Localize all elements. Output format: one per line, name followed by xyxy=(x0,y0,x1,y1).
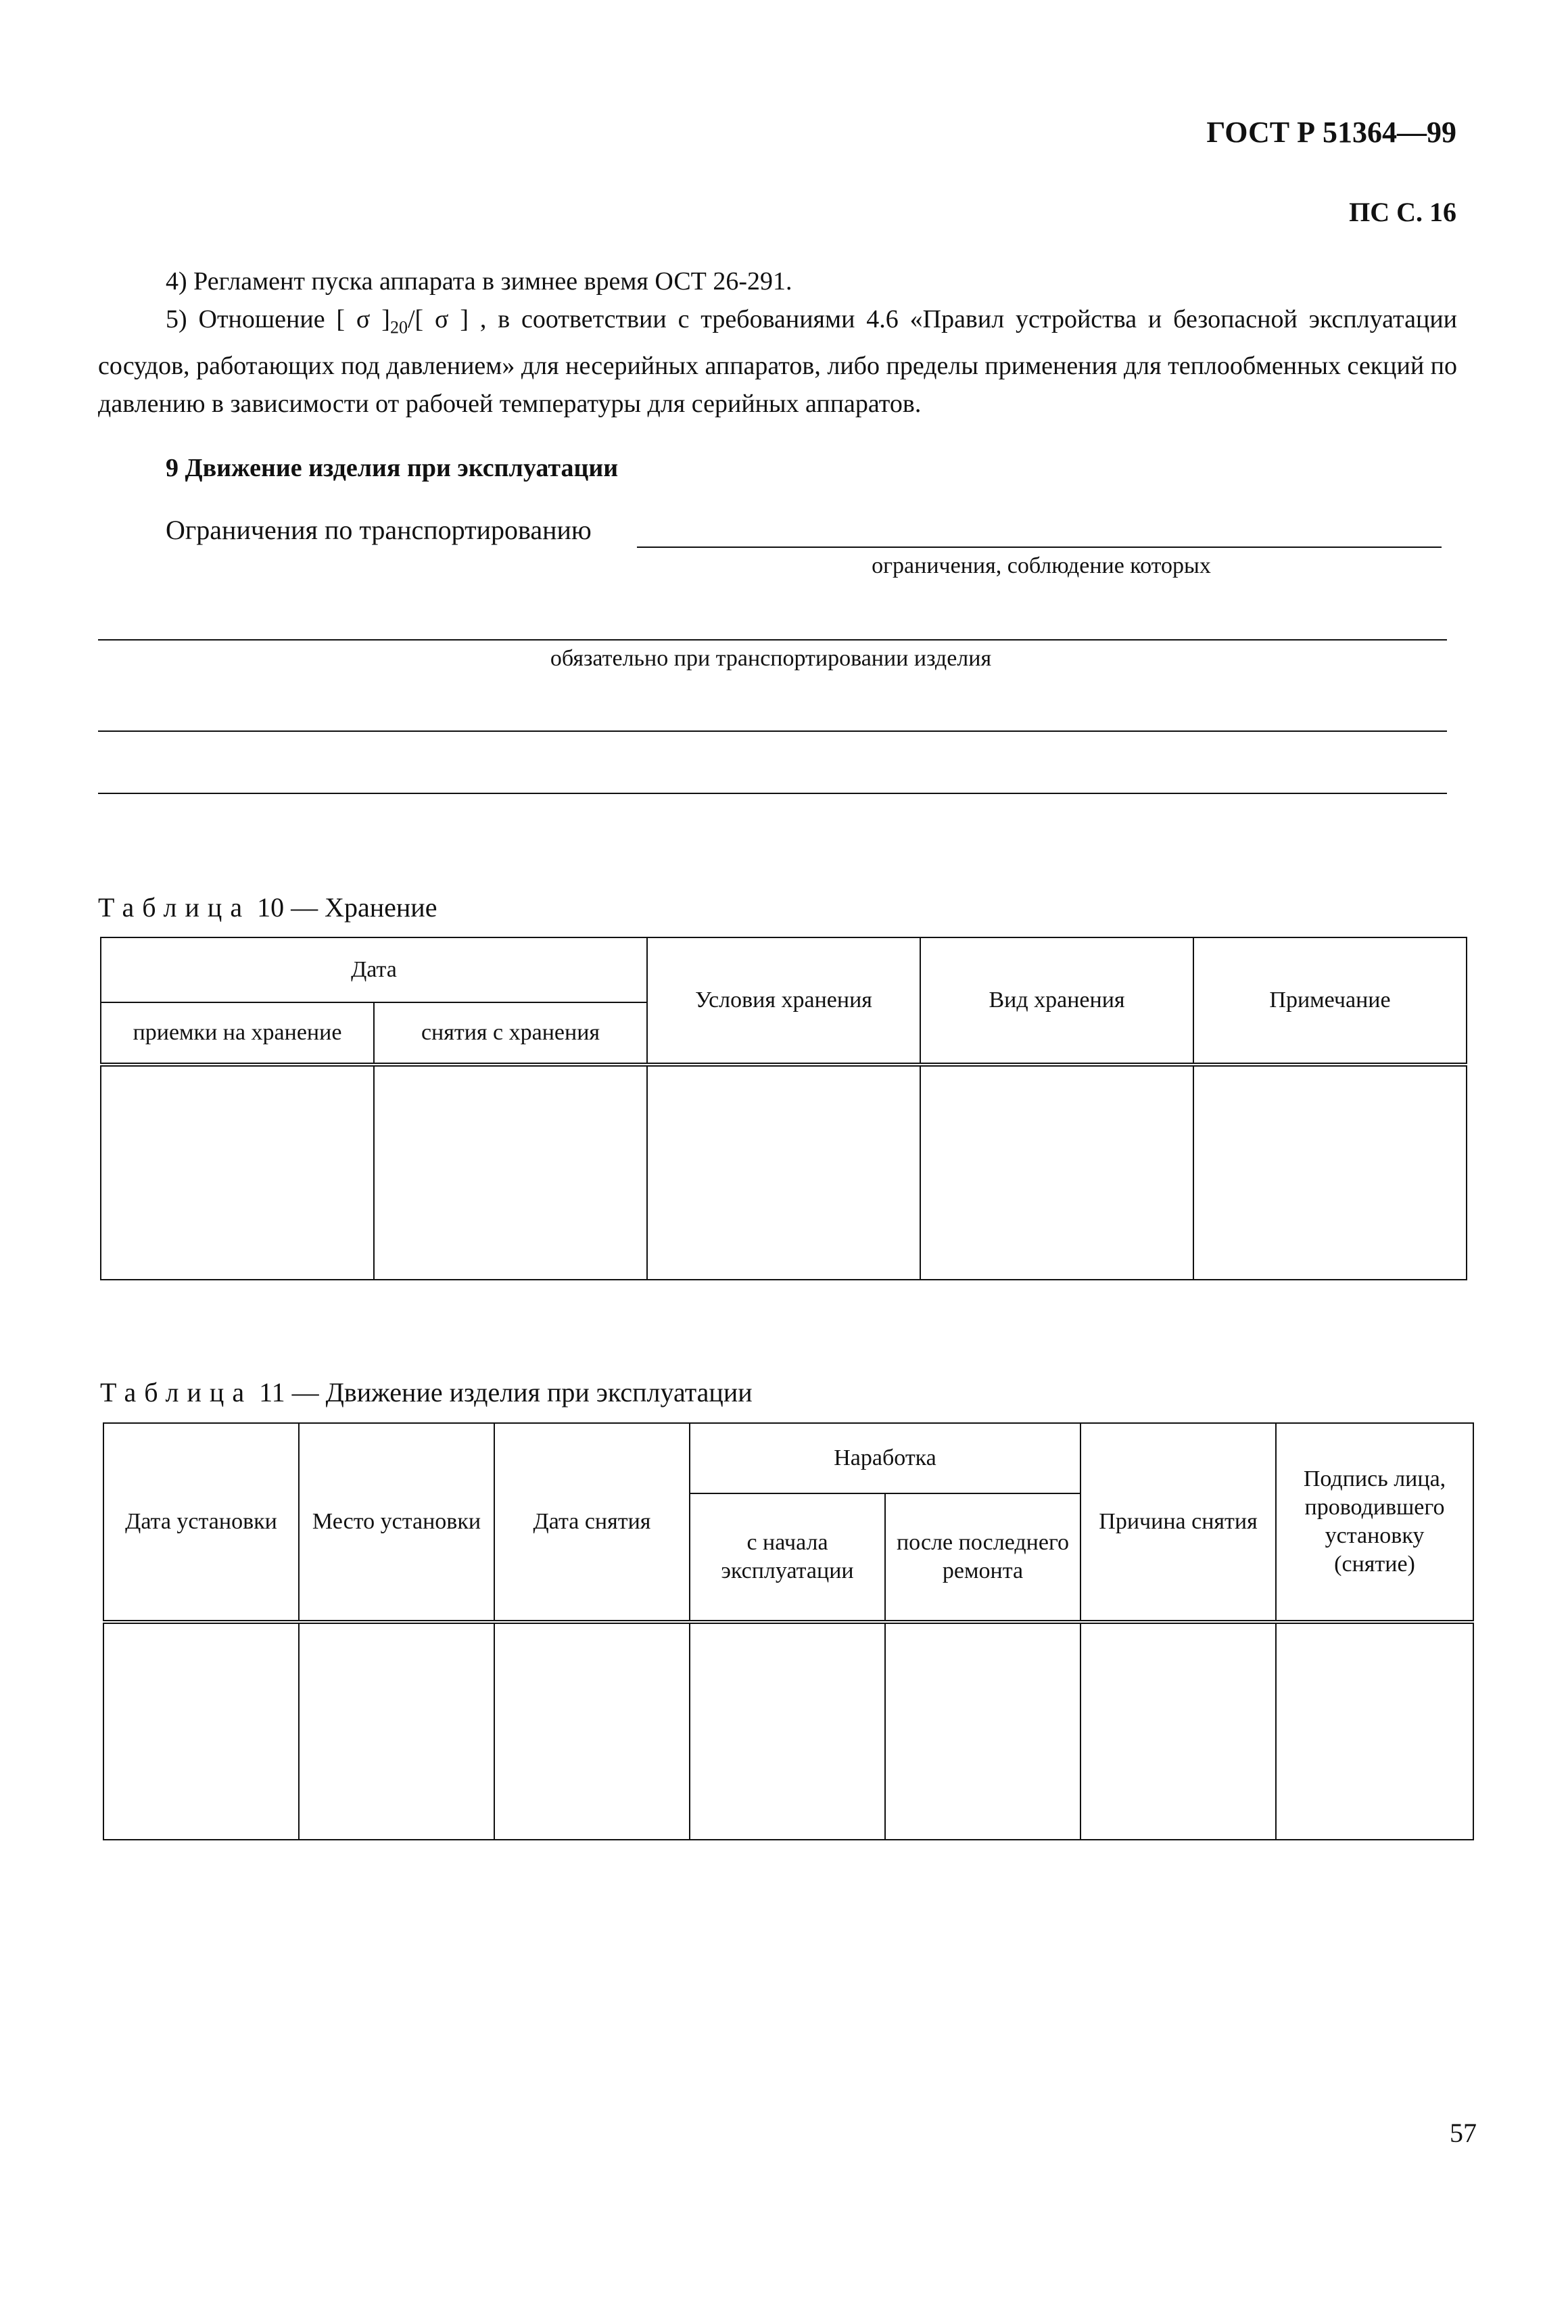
table10-header-accept: приемки на хранение xyxy=(101,1002,374,1065)
table10-header-date: Дата xyxy=(101,937,647,1002)
standard-number: ГОСТ Р 51364—99 xyxy=(1206,116,1456,149)
table-row xyxy=(101,1065,1467,1280)
table11-header-operating-time: Наработка xyxy=(690,1423,1080,1493)
sigma-right: /[ σ ] , xyxy=(407,305,487,333)
p5-start: 5) Отношение xyxy=(166,305,337,333)
table10 xyxy=(100,937,1467,1280)
section-title: 9 Движение изделия при эксплуатации xyxy=(166,454,619,482)
table11-cell[interactable] xyxy=(1276,1622,1473,1840)
table10-header-note: Примечание xyxy=(1193,937,1467,1065)
table10-cell[interactable] xyxy=(920,1065,1193,1280)
sigma-subscript: 20 xyxy=(389,317,408,338)
table11-header-removal-date: Дата снятия xyxy=(494,1423,690,1622)
paragraph-4: 4) Регламент пуска аппарата в зимнее время ОСТ 26-291. xyxy=(166,267,792,296)
table11-cell[interactable] xyxy=(690,1622,885,1840)
table11-header-since-start: с начала эксплуатации xyxy=(690,1493,885,1622)
table11-cell[interactable] xyxy=(494,1622,690,1840)
transport-hint-1: ограничения, соблюдение которых xyxy=(872,553,1211,578)
transport-hint-2: обязательно при транспортировании изделия xyxy=(550,646,992,671)
transport-fill-line-1[interactable] xyxy=(637,547,1442,548)
table11-caption-rest: 11 — Движение изделия при эксплуатации xyxy=(252,1377,753,1408)
table10-header-remove: снятия с хранения xyxy=(374,1002,647,1065)
page-number: 57 xyxy=(1450,2118,1477,2148)
table10-cell[interactable] xyxy=(1193,1065,1467,1280)
transport-label: Ограничения по транспортированию xyxy=(166,515,592,545)
table11-cell[interactable] xyxy=(1080,1622,1276,1840)
transport-fill-line-2[interactable] xyxy=(98,639,1447,641)
table10-caption xyxy=(98,891,437,923)
table10-cell[interactable] xyxy=(647,1065,920,1280)
table10-cell[interactable] xyxy=(374,1065,647,1280)
table10-header-kind: Вид хранения xyxy=(920,937,1193,1065)
table11-header-install-date: Дата установки xyxy=(103,1423,299,1622)
table11-header-place: Место установки xyxy=(299,1423,494,1622)
table11-caption-word: Таблица xyxy=(100,1377,253,1408)
body-paragraphs xyxy=(98,262,1457,423)
table11-cell[interactable] xyxy=(299,1622,494,1840)
table11-cell[interactable] xyxy=(103,1622,299,1840)
page-reference: ПС С. 16 xyxy=(1349,197,1456,227)
table11-caption xyxy=(100,1376,753,1408)
table11 xyxy=(103,1422,1474,1840)
p5-rest: в соответствии с требованиями 4.6 «Правил устройства и безопасной эксплуатации сосудов, работающих под давлением» для несерийных аппаратов, либо пределы применения для теплообменных секций по давлению в зависимости от рабочей температуры для серийных аппаратов. xyxy=(98,305,1457,418)
table11-header-reason: Причина снятия xyxy=(1080,1423,1276,1622)
sigma-left: [ σ ] xyxy=(336,305,390,333)
table10-cell[interactable] xyxy=(101,1065,374,1280)
table11-header-signature: Подпись лица, проводившего установку (снятие) xyxy=(1276,1423,1473,1622)
table11-cell[interactable] xyxy=(885,1622,1080,1840)
table11-header-since-repair: после последнего ремонта xyxy=(885,1493,1080,1622)
table10-header-conditions: Условия хранения xyxy=(647,937,920,1065)
paragraph-5 xyxy=(98,300,1457,423)
table10-caption-rest: 10 — Хранение xyxy=(250,892,437,923)
table10-caption-word: Таблица xyxy=(98,892,251,923)
transport-fill-line-4[interactable] xyxy=(98,793,1447,794)
transport-fill-line-3[interactable] xyxy=(98,730,1447,732)
table-row xyxy=(103,1622,1473,1840)
